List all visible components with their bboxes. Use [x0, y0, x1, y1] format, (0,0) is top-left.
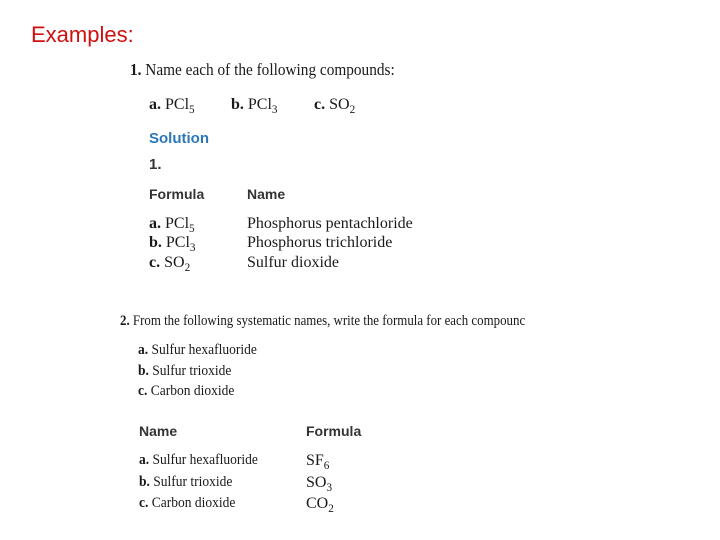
table1-row-c-formula — [149, 254, 190, 274]
example2-question — [120, 313, 525, 330]
row-formula: SO — [164, 254, 185, 271]
row-subscript: 3 — [189, 242, 196, 255]
example2-name-c — [138, 383, 234, 400]
row-letter: a. — [139, 452, 150, 468]
row-letter: b. — [149, 234, 162, 251]
name-letter: a. — [138, 342, 149, 358]
table1-row-a-formula — [149, 215, 195, 235]
row-formula: CO — [306, 495, 329, 512]
row-subscript: 6 — [323, 460, 330, 473]
solution-number: 1. — [149, 156, 162, 173]
row-letter: a. — [149, 215, 161, 232]
table2-row-a-name — [139, 452, 258, 469]
example2-name-b — [138, 363, 231, 380]
table1-header-name: Name — [247, 186, 286, 202]
example1-option-a — [149, 96, 195, 116]
table1-header-formula: Formula — [149, 186, 205, 202]
table1-row-b-name: Phosphorus trichloride — [247, 234, 393, 251]
row-subscript: 5 — [189, 223, 195, 236]
option-letter: a. — [149, 96, 161, 113]
row-letter: c. — [149, 254, 161, 271]
example1-number: 1. — [130, 60, 142, 79]
name-letter: b. — [138, 363, 149, 379]
slide-title: Examples: — [31, 22, 134, 47]
row-letter: c. — [139, 495, 149, 511]
example1-question — [130, 60, 395, 80]
row-subscript: 2 — [184, 262, 191, 275]
table1-row-a-name: Phosphorus pentachloride — [247, 215, 413, 232]
option-formula: PCl — [165, 96, 190, 113]
row-formula: PCl — [165, 215, 190, 232]
name-text: Sulfur trioxide — [152, 363, 232, 379]
table2-row-c-name — [139, 495, 235, 512]
example2-number: 2. — [120, 313, 130, 329]
row-subscript: 2 — [328, 503, 334, 516]
example2-name-a — [138, 342, 257, 359]
option-subscript: 2 — [349, 104, 356, 117]
name-text: Sulfur hexafluoride — [151, 342, 257, 358]
example1-option-b — [231, 96, 278, 116]
example1-option-c — [314, 96, 355, 116]
row-formula: PCl — [165, 234, 190, 251]
row-subscript: 3 — [326, 482, 333, 495]
table1-row-b-formula — [149, 234, 196, 254]
row-name: Carbon dioxide — [151, 495, 236, 511]
table2-row-b-formula — [306, 474, 332, 494]
option-subscript: 5 — [189, 104, 195, 117]
table2-header-formula: Formula — [306, 423, 362, 439]
option-formula: PCl — [247, 96, 272, 113]
example1-question-text: Name each of the following compounds: — [145, 60, 395, 79]
row-formula: SO — [306, 474, 327, 491]
table2-row-b-name — [139, 474, 232, 491]
option-letter: b. — [231, 96, 244, 113]
example2-question-text: From the following systematic names, write the formula for each compounc — [132, 313, 526, 329]
solution-heading: Solution — [149, 130, 209, 147]
table2-row-a-formula — [306, 452, 329, 472]
option-subscript: 3 — [271, 104, 278, 117]
table2-header-name: Name — [139, 423, 178, 439]
row-letter: b. — [139, 474, 150, 490]
row-name: Sulfur hexafluoride — [152, 452, 258, 468]
option-letter: c. — [314, 96, 326, 113]
table2-row-c-formula — [306, 495, 334, 515]
table1-row-c-name: Sulfur dioxide — [247, 254, 339, 271]
option-formula: SO — [329, 96, 350, 113]
name-letter: c. — [138, 383, 148, 399]
name-text: Carbon dioxide — [150, 383, 235, 399]
row-formula: SF — [306, 452, 324, 469]
row-name: Sulfur trioxide — [153, 474, 233, 490]
